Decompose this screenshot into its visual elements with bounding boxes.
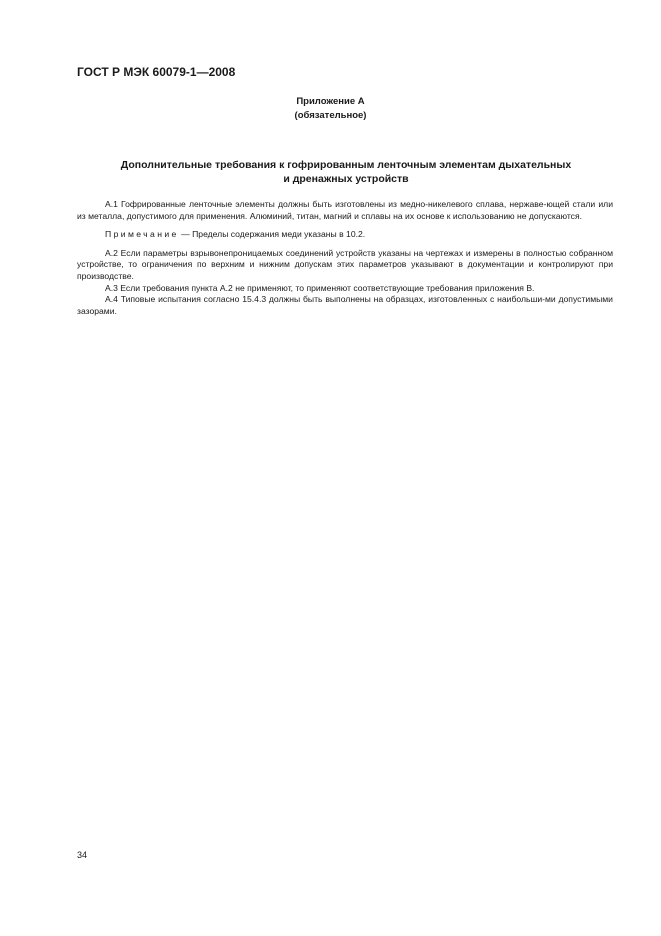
standard-code: ГОСТ Р МЭК 60079-1—2008 (77, 65, 236, 79)
note-label: Примечание (105, 229, 179, 240)
annex-title (80, 158, 612, 186)
clause-a2: А.2 Если параметры взрывонепроницаемых соединений устройств указаны на чертежах и измерены в полностью собранном устройстве, то ограничения по верхним и нижним допускам этих параметров указывают в документации и контролируют при производстве. (77, 247, 613, 281)
annex-body (77, 199, 613, 317)
annex-title-line-2: и дренажных устройств (283, 173, 409, 185)
annex-status: (обязательное) (294, 110, 367, 121)
page-number: 34 (77, 850, 88, 860)
note (77, 229, 613, 241)
annex-title-line-1: Дополнительные требования к гофрированным ленточным элементам дыхательных (120, 159, 572, 171)
clause-a1: А.1 Гофрированные ленточные элементы должны быть изготовлены из медно-никелевого сплава, нержаве-ющей стали или из металла, допустимого для применения. Алюминий, титан, магний и сплавы на их основе к использованию не допускаются. (77, 199, 613, 221)
clause-a3: А.3 Если требования пункта А.2 не применяют, то применяют соответствующие требования приложения В. (105, 282, 535, 293)
annex-heading (0, 95, 661, 123)
clause-a4: А.4 Типовые испытания согласно 15.4.3 должны быть выполнены на образцах, изготовленных с наибольши-ми допустимыми зазорами. (77, 294, 613, 316)
annex-label: Приложение А (296, 96, 365, 107)
note-text: — Пределы содержания меди указаны в 10.2. (178, 229, 366, 240)
